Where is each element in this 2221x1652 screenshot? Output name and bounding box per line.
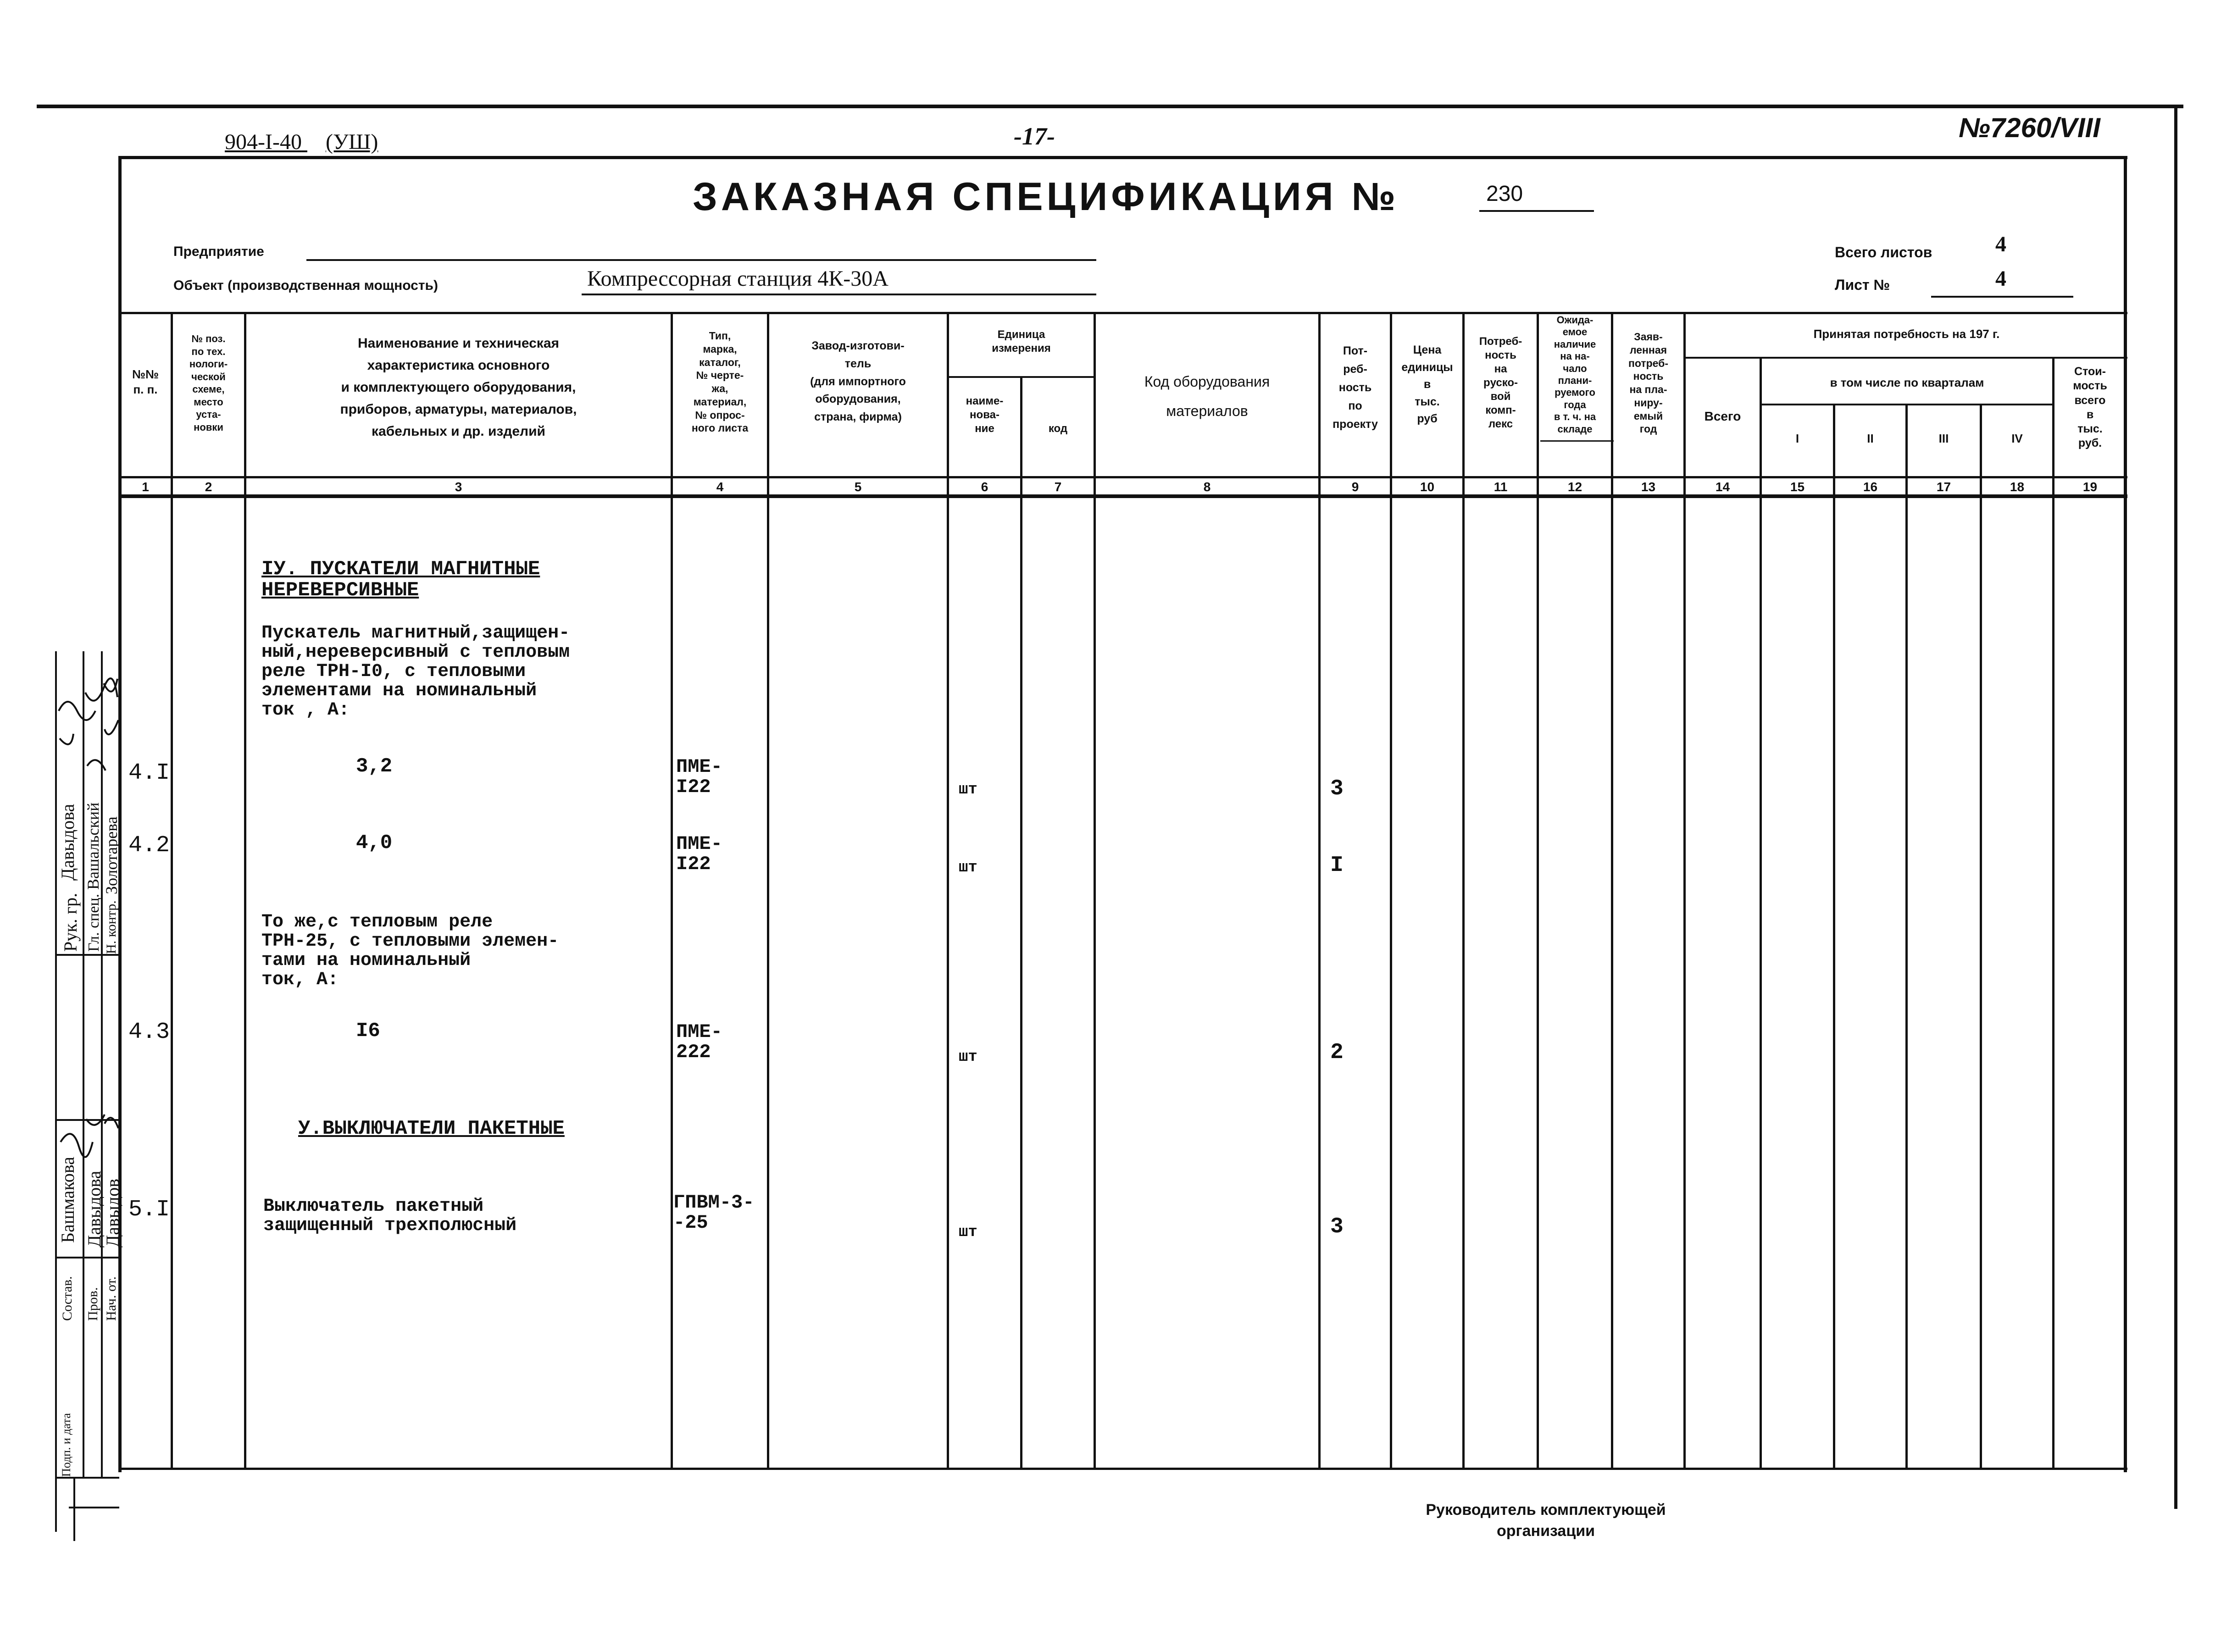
footer-sign-label: Руководитель комплектующей организации [1426,1501,1666,1540]
col-number-1: 1 [142,480,149,494]
total-sheets-value: 4 [1995,232,2006,256]
total-sheets-label: Всего листов [1835,244,1932,261]
section-4-description-2: То же,с тепловым реле ТРН-25, с тепловыми элемен- тами на номинальный ток, А: [261,912,559,990]
row-type: ПМЕ- I22 [676,756,722,798]
header-q1: I [1795,432,1799,445]
header-c5: Завод-изготови- тель (для импортного оборудования, страна, фирма) [810,339,906,423]
row-name: 3,2 [356,755,393,778]
page-number: -17- [1014,122,1055,150]
stamp-name-5: Вашальский [84,802,102,890]
stamp-name-4: Давыдова [57,804,78,881]
header-q4: IV [2011,432,2023,445]
row-qty: I [1330,853,1344,878]
object-value: Компрессорная станция 4К-30А [587,266,888,291]
header-c2: № поз. по тех. нологи- ческой схеме, место уста- новки [189,333,228,433]
col-line-17 [1980,404,1982,1470]
stamp-name-2: Давыдова [84,1170,105,1247]
row-number: 4.3 [128,1019,170,1045]
object-label: Объект (производственная мощность) [173,278,438,293]
signature-marks [54,656,123,1252]
stamp-role-4: Рук. гр. [60,893,81,952]
stamp-sign-date: Подп. и дата [60,1413,73,1477]
col-number-9: 9 [1351,480,1359,494]
stamp-line-d [73,1477,75,1541]
table-bottom-line [118,1468,2127,1470]
stamp-name-6: Золотарева [102,816,121,894]
stamp-name-3: Давыдов [102,1178,123,1247]
col-number-14: 14 [1715,480,1730,494]
header-c13: Заяв- ленная потреб- ность на пла- ниру- емый год [1628,331,1669,435]
header-c4: Тип, марка, каталог, № черте- жа, материал, № опрос- ного листа [691,330,749,434]
outer-right [2174,105,2177,1509]
col-number-4: 4 [716,480,724,494]
row-qty: 2 [1330,1040,1344,1065]
header-c9: Пот- реб- ность по проекту [1333,344,1378,431]
row-unit: шт [959,781,977,798]
col-number-15: 15 [1790,480,1805,494]
stamp-name-1: Башмакова [57,1157,78,1243]
stamp-role-6: Н. контр. [104,900,119,954]
spec-number: 230 [1486,182,1523,206]
stamp-role-3: Нач. от. [104,1276,119,1321]
row-unit: шт [959,1048,977,1066]
col-number-17: 17 [1936,480,1951,494]
reference-number: №7260/VIII [1959,112,2100,143]
row-number: 4.I [128,760,170,786]
section-4-title: IУ. ПУСКАТЕЛИ МАГНИТНЫЕ НЕРЕВЕРСИВНЫЕ [261,558,540,602]
col-line-18 [2052,357,2054,1470]
col-number-6: 6 [981,480,988,494]
col-number-11: 11 [1494,480,1508,494]
row-unit: шт [959,1224,977,1241]
sheet-line [1931,296,2073,298]
col-line-14 [1760,357,1762,1470]
header-c1: №№ п. п. [132,367,159,396]
header-c8: Код оборудования материалов [1144,373,1270,419]
section-5-title: У.ВЫКЛЮЧАТЕЛИ ПАКЕТНЫЕ [298,1117,565,1140]
header-c14: Всего [1704,409,1741,423]
stamp-role-2: Пров. [85,1287,100,1321]
col-number-19: 19 [2082,480,2098,494]
section-4-description: Пускатель магнитный,защищен- ный,нереверсивный с тепловым реле ТРН-I0, с тепловыми элементами на номинальный ток , А: [261,623,570,721]
row-unit: шт [959,859,977,876]
stamp-h-line-3 [55,1257,119,1258]
c12-sub-line [1540,440,1614,442]
col-number-13: 13 [1641,480,1656,494]
header-accepted: Принятая потребность на 197 г. [1813,327,2000,341]
row-number: 4.2 [128,832,170,859]
col-number-5: 5 [854,480,862,494]
stamp-h-line-4 [55,1477,119,1479]
row-qty: 3 [1330,1214,1344,1239]
header-unit: Единица измерения [992,328,1051,355]
col-line-16 [1905,404,1908,1470]
accepted-sub-line [1683,357,2127,359]
header-q2: II [1867,432,1874,445]
col-number-2: 2 [205,480,212,494]
row-name: Выключатель пакетный защищенный трехполюсный [263,1196,517,1236]
col-line-6 [1020,376,1022,1470]
col-number-10: 10 [1420,480,1435,494]
row-name: 4,0 [356,832,393,854]
frame-right [2124,156,2127,1472]
row-number: 5.I [128,1197,170,1223]
row-name: I6 [356,1020,380,1042]
row-qty: 3 [1330,776,1344,801]
header-c12: Ожида- емое наличие на на- чало плани- руемого года в т. ч. на складе [1554,314,1596,435]
header-c10: Цена единицы в тыс. руб [1401,344,1453,425]
header-c19: Стои- мость всего в тыс. руб. [2073,365,2107,450]
enterprise-label: Предприятие [173,244,264,259]
stamp-role-5: Гл. спец. [85,893,102,952]
col-number-12: 12 [1567,480,1582,494]
row-type: ПМЕ- 222 [676,1021,722,1064]
col-number-18: 18 [2010,480,2025,494]
col-number-8: 8 [1203,480,1211,494]
doc-code-suffix: (УШ) [325,130,378,154]
frame-top [118,156,2127,159]
numbers-bottom-line [118,494,2127,498]
col-number-7: 7 [1054,480,1062,494]
bottom-left-line [69,1507,119,1508]
table-top-line [118,312,2127,314]
row-type: ГПВМ-3- -25 [673,1192,755,1234]
doc-code [225,129,378,155]
top-rule [37,105,2183,108]
sheet-value: 4 [1995,266,2006,291]
header-c7: код [1048,422,1068,435]
col-number-3: 3 [455,480,462,494]
doc-code-main: 904-I-40 [225,130,302,154]
col-number-16: 16 [1863,480,1878,494]
col-line-15 [1833,404,1835,1470]
header-quarters: в том числе по кварталам [1830,376,1984,389]
header-c11: Потреб- ность на pуско- вой комп- лекс [1479,335,1522,430]
spec-number-underline [1479,210,1594,212]
stamp-role-1: Состав. [60,1276,75,1321]
header-c3: Наименование и техническая характеристика основного и комплектующего оборудования, приборов, арматуры, материалов, кабельных и др. изделий [340,336,577,439]
row-type: ПМЕ- I22 [676,833,722,876]
sheet-label: Лист № [1835,277,1890,293]
enterprise-line [306,259,1096,261]
object-line [582,294,1096,295]
header-q3: III [1938,432,1949,445]
page-title: ЗАКАЗНАЯ СПЕЦИФИКАЦИЯ № [693,175,1399,219]
header-c6: наиме- нова- ние [966,395,1004,435]
header-bottom-line [118,476,2127,478]
